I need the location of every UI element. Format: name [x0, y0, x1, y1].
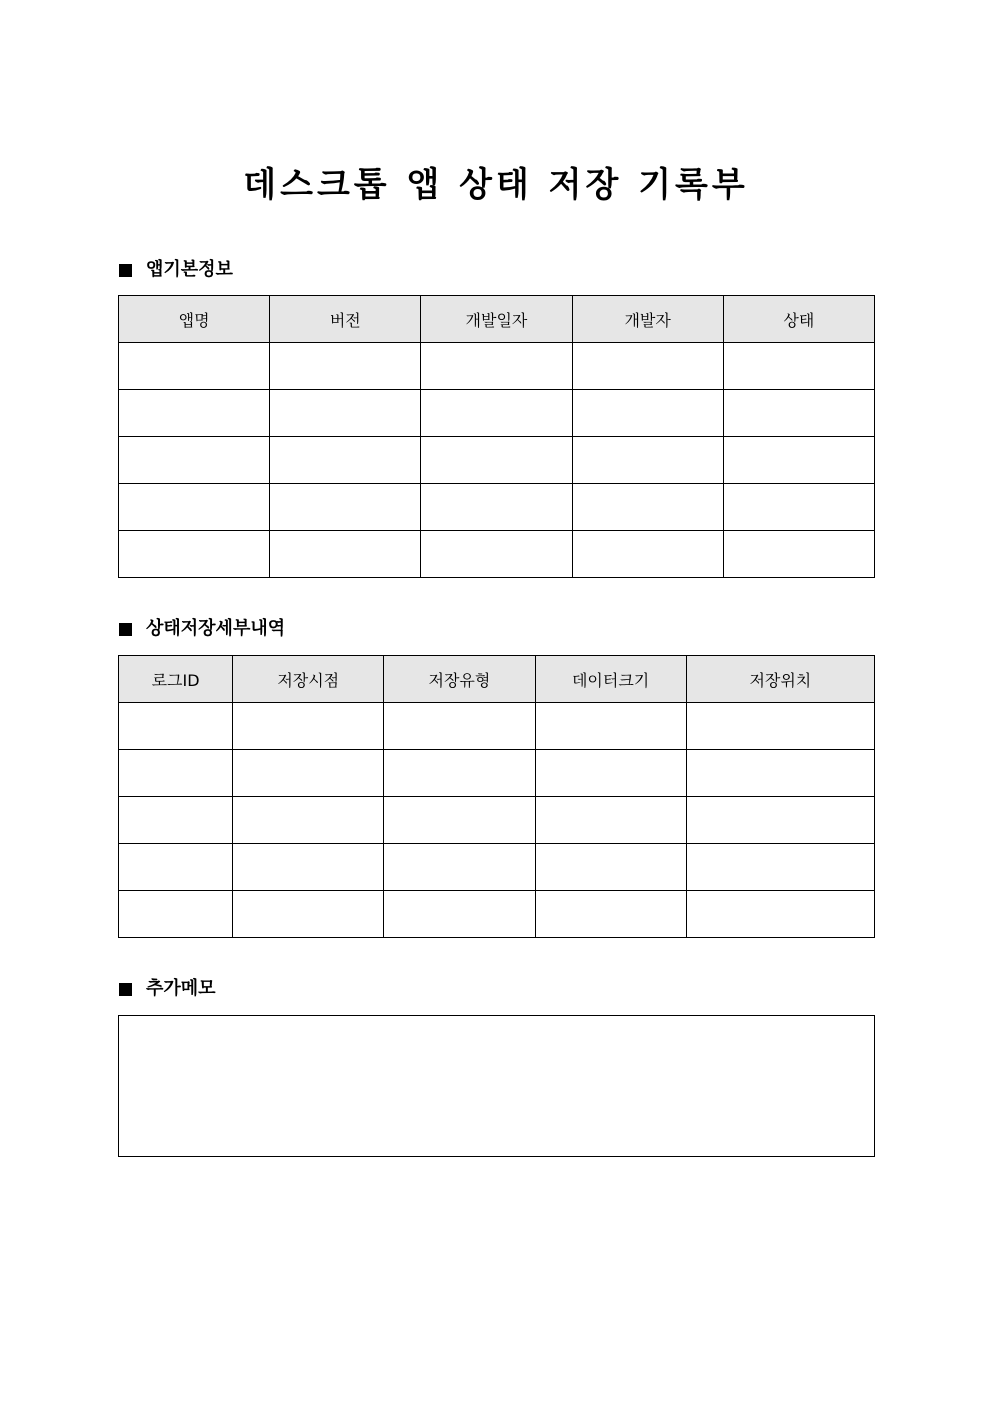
table-cell[interactable] — [233, 703, 384, 750]
table-cell[interactable] — [723, 390, 874, 437]
table-cell[interactable] — [421, 437, 572, 484]
table-cell[interactable] — [535, 797, 686, 844]
table-header-row — [119, 296, 875, 343]
table-row — [119, 891, 875, 938]
column-header: 저장위치 — [686, 656, 874, 703]
column-header: 개발일자 — [421, 296, 572, 343]
table-row — [119, 390, 875, 437]
section-heading-save-details — [119, 617, 285, 641]
section-heading-memo — [119, 977, 216, 1001]
table-cell[interactable] — [233, 750, 384, 797]
section-heading-basic-info — [119, 258, 233, 282]
table-cell[interactable] — [384, 844, 535, 891]
table-cell[interactable] — [686, 750, 874, 797]
document-title: 데스크톱 앱 상태 저장 기록부 — [243, 165, 749, 205]
table-cell[interactable] — [384, 703, 535, 750]
table-cell[interactable] — [686, 703, 874, 750]
table-cell[interactable] — [119, 531, 270, 578]
square-bullet-icon — [119, 623, 132, 636]
column-header: 상태 — [723, 296, 874, 343]
table-cell[interactable] — [270, 343, 421, 390]
table-cell[interactable] — [119, 343, 270, 390]
table-cell[interactable] — [421, 390, 572, 437]
table-cell[interactable] — [535, 703, 686, 750]
table-cell[interactable] — [233, 891, 384, 938]
table-cell[interactable] — [535, 844, 686, 891]
table-cell[interactable] — [723, 437, 874, 484]
table-cell[interactable] — [270, 531, 421, 578]
column-header: 데이터크기 — [535, 656, 686, 703]
table-cell[interactable] — [723, 484, 874, 531]
square-bullet-icon — [119, 264, 132, 277]
table-cell[interactable] — [119, 390, 270, 437]
table-cell[interactable] — [119, 797, 233, 844]
basic-info-table — [118, 295, 875, 578]
table-cell[interactable] — [535, 750, 686, 797]
section-heading-label: 앱기본정보 — [146, 259, 233, 280]
column-header: 로그ID — [119, 656, 233, 703]
table-cell[interactable] — [384, 891, 535, 938]
table-row — [119, 437, 875, 484]
column-header: 앱명 — [119, 296, 270, 343]
table-cell[interactable] — [233, 797, 384, 844]
table-cell[interactable] — [572, 437, 723, 484]
table-cell[interactable] — [233, 844, 384, 891]
table-cell[interactable] — [572, 343, 723, 390]
table-cell[interactable] — [270, 484, 421, 531]
table-row — [119, 484, 875, 531]
table-row — [119, 797, 875, 844]
table-row — [119, 703, 875, 750]
save-details-table — [118, 655, 875, 938]
column-header: 저장시점 — [233, 656, 384, 703]
square-bullet-icon — [119, 983, 132, 996]
table-cell[interactable] — [119, 703, 233, 750]
table-cell[interactable] — [421, 343, 572, 390]
table-cell[interactable] — [723, 343, 874, 390]
table-cell[interactable] — [119, 844, 233, 891]
table-header-row — [119, 656, 875, 703]
section-heading-label: 추가메모 — [146, 978, 216, 999]
table-cell[interactable] — [421, 484, 572, 531]
column-header: 버전 — [270, 296, 421, 343]
table-cell[interactable] — [572, 390, 723, 437]
column-header: 저장유형 — [384, 656, 535, 703]
table-cell[interactable] — [384, 797, 535, 844]
table-cell[interactable] — [686, 844, 874, 891]
table-cell[interactable] — [686, 891, 874, 938]
table-row — [119, 531, 875, 578]
table-row — [119, 750, 875, 797]
table-cell[interactable] — [572, 484, 723, 531]
table-cell[interactable] — [421, 531, 572, 578]
section-heading-label: 상태저장세부내역 — [146, 618, 286, 639]
table-cell[interactable] — [270, 390, 421, 437]
memo-box[interactable] — [118, 1015, 875, 1157]
table-row — [119, 343, 875, 390]
table-cell[interactable] — [270, 437, 421, 484]
table-cell[interactable] — [535, 891, 686, 938]
table-cell[interactable] — [384, 750, 535, 797]
table-cell[interactable] — [119, 484, 270, 531]
table-cell[interactable] — [686, 797, 874, 844]
table-cell[interactable] — [572, 531, 723, 578]
table-cell[interactable] — [723, 531, 874, 578]
table-cell[interactable] — [119, 750, 233, 797]
column-header: 개발자 — [572, 296, 723, 343]
table-cell[interactable] — [119, 891, 233, 938]
table-cell[interactable] — [119, 437, 270, 484]
table-row — [119, 844, 875, 891]
